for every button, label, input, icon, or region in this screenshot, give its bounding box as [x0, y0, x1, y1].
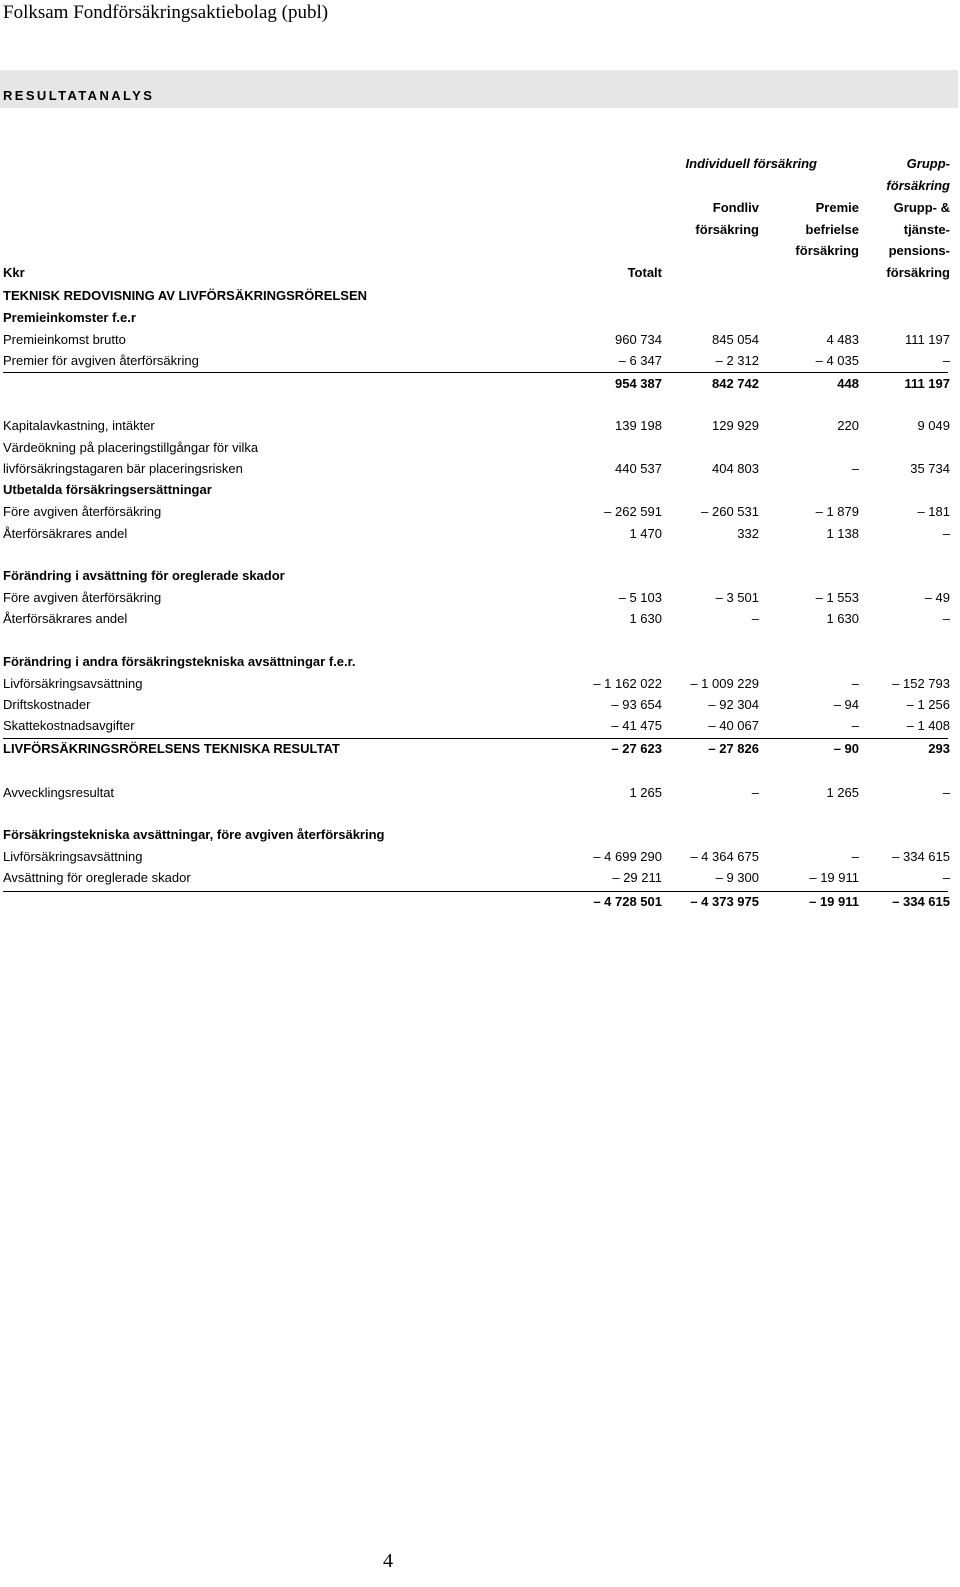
row-value-col3: – 1 553: [815, 590, 859, 605]
row-value-col1: 139 198: [615, 418, 662, 433]
row-value-col1: – 4 699 290: [593, 849, 662, 864]
company-name: Folksam Fondförsäkringsaktiebolag (publ): [3, 2, 329, 23]
row-value-col2: – 27 826: [708, 741, 759, 756]
row-value-col3: –: [851, 849, 859, 864]
row-value-col2: – 40 067: [708, 718, 759, 733]
row-value-col3: –: [851, 461, 859, 476]
row-value-col2: – 1 009 229: [690, 676, 759, 691]
row-label: Försäkringstekniska avsättningar, före avgiven återförsäkring: [3, 827, 385, 842]
row-value-col1: – 29 211: [612, 870, 662, 885]
row-value-col4: –: [942, 526, 950, 541]
row-label: Före avgiven återförsäkring: [3, 590, 162, 605]
row-label: Värdeökning på placeringstillgångar för vilka: [3, 440, 259, 455]
row-value-col2: – 4 373 975: [690, 894, 759, 909]
row-value-col1: – 262 591: [604, 504, 662, 519]
header-total: Totalt: [627, 265, 662, 280]
row-value-col3: 448: [837, 376, 859, 391]
row-value-col3: –: [851, 676, 859, 691]
row-value-col3: –: [851, 718, 859, 733]
row-label: Premieinkomster f.e.r: [3, 310, 136, 325]
row-value-col3: – 90: [833, 741, 859, 756]
header-col4-line1: Grupp- &: [893, 200, 950, 215]
header-col4-line4: försäkring: [886, 265, 950, 280]
row-value-col4: – 1 256: [906, 697, 950, 712]
row-label: Förändring i avsättning för oreglerade skador: [3, 568, 285, 583]
row-value-col4: 111 197: [904, 376, 950, 391]
row-value-col4: –: [942, 870, 950, 885]
row-label: Premieinkomst brutto: [3, 332, 126, 347]
row-value-col4: – 152 793: [892, 676, 950, 691]
row-label: Driftskostnader: [3, 697, 91, 712]
rule: [3, 372, 948, 373]
row-value-col4: –: [942, 353, 950, 368]
row-value-col1: – 6 347: [618, 353, 662, 368]
row-value-col2: –: [751, 611, 759, 626]
row-value-col3: – 19 911: [809, 870, 859, 885]
row-value-col2: – 3 501: [715, 590, 759, 605]
row-value-col4: 293: [928, 741, 950, 756]
row-value-col4: – 334 615: [892, 849, 950, 864]
row-label: TEKNISK REDOVISNING AV LIVFÖRSÄKRINGSRÖRELSEN: [3, 288, 368, 303]
row-label: livförsäkringstagaren bär placeringsrisken: [3, 461, 243, 476]
row-value-col3: 1 630: [826, 611, 859, 626]
row-value-col4: –: [942, 785, 950, 800]
row-value-col3: – 19 911: [809, 894, 859, 909]
row-value-col1: 440 537: [615, 461, 662, 476]
row-value-col3: 220: [837, 418, 859, 433]
header-col4-line3: pensions-: [888, 243, 950, 258]
header-group-line1: Grupp-: [906, 156, 950, 171]
row-value-col4: – 181: [917, 504, 950, 519]
row-value-col4: 9 049: [917, 418, 950, 433]
header-col3-line1: Premie: [815, 200, 859, 215]
row-value-col1: – 41 475: [611, 718, 662, 733]
row-label: Premier för avgiven återförsäkring: [3, 353, 199, 368]
row-label: Avsättning för oreglerade skador: [3, 870, 191, 885]
row-value-col2: – 4 364 675: [690, 849, 759, 864]
header-group-line2: försäkring: [886, 178, 950, 193]
row-value-col1: 960 734: [615, 332, 662, 347]
row-value-col4: 35 734: [910, 461, 950, 476]
row-value-col1: 1 470: [629, 526, 662, 541]
row-value-col2: 842 742: [712, 376, 759, 391]
row-value-col3: – 1 879: [815, 504, 859, 519]
row-value-col2: 332: [737, 526, 759, 541]
row-value-col2: –: [751, 785, 759, 800]
row-label: Livförsäkringsavsättning: [3, 676, 143, 691]
page-number: 4: [383, 1550, 393, 1572]
row-value-col2: 845 054: [712, 332, 759, 347]
row-value-col1: – 1 162 022: [593, 676, 662, 691]
row-value-col1: 1 630: [629, 611, 662, 626]
row-value-col1: – 5 103: [618, 590, 662, 605]
row-label: Återförsäkrares andel: [3, 611, 128, 626]
rule: [3, 891, 948, 892]
row-label: Före avgiven återförsäkring: [3, 504, 162, 519]
row-label: Skattekostnadsavgifter: [3, 718, 135, 733]
row-value-col3: 4 483: [826, 332, 859, 347]
header-col3-line2: befrielse: [805, 222, 859, 237]
header-individual: Individuell försäkring: [685, 156, 817, 171]
row-value-col2: – 2 312: [715, 353, 759, 368]
row-value-col4: 111 197: [904, 332, 950, 347]
row-value-col4: – 334 615: [892, 894, 950, 909]
row-value-col1: 1 265: [629, 785, 662, 800]
row-value-col2: – 9 300: [715, 870, 759, 885]
row-value-col2: 129 929: [712, 418, 759, 433]
row-value-col3: 1 265: [826, 785, 859, 800]
row-value-col3: – 4 035: [815, 353, 859, 368]
row-value-col2: – 260 531: [701, 504, 759, 519]
section-title: RESULTATANALYS: [3, 88, 155, 103]
row-label: Utbetalda försäkringsersättningar: [3, 482, 212, 497]
row-label: LIVFÖRSÄKRINGSRÖRELSENS TEKNISKA RESULTAT: [3, 741, 340, 756]
header-col2-line1: Fondliv: [712, 200, 759, 215]
row-label: Avvecklingsresultat: [3, 785, 115, 800]
header-unit: Kkr: [3, 265, 25, 280]
row-label: Förändring i andra försäkringstekniska avsättningar f.e.r.: [3, 654, 356, 669]
row-value-col1: – 93 654: [611, 697, 662, 712]
row-value-col1: 954 387: [615, 376, 662, 391]
row-label: Kapitalavkastning, intäkter: [3, 418, 155, 433]
row-label: Återförsäkrares andel: [3, 526, 128, 541]
rule: [3, 738, 948, 739]
row-value-col3: – 94: [833, 697, 859, 712]
row-value-col3: 1 138: [826, 526, 859, 541]
header-col2-line2: försäkring: [695, 222, 759, 237]
row-value-col2: – 92 304: [708, 697, 759, 712]
row-label: Livförsäkringsavsättning: [3, 849, 143, 864]
row-value-col1: – 4 728 501: [593, 894, 662, 909]
row-value-col4: – 1 408: [906, 718, 950, 733]
row-value-col4: – 49: [924, 590, 950, 605]
header-col4-line2: tjänste-: [903, 222, 950, 237]
row-value-col1: – 27 623: [611, 741, 662, 756]
row-value-col4: –: [942, 611, 950, 626]
header-col3-line3: försäkring: [795, 243, 859, 258]
row-value-col2: 404 803: [712, 461, 759, 476]
